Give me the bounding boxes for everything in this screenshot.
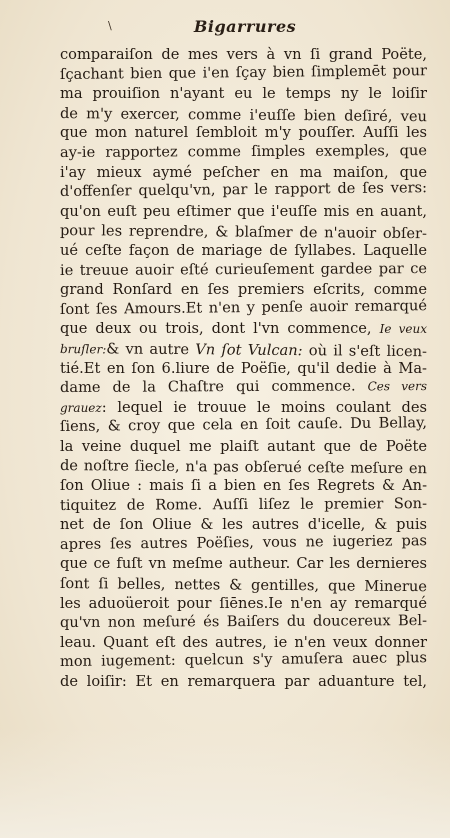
text-line [60, 221, 427, 244]
page-mark: \ [108, 19, 112, 32]
text-fragment: bruſler: [59, 341, 107, 357]
text-line [60, 241, 427, 261]
text-fragment: où il s'eſt licen- [302, 342, 428, 361]
text-fragment: de loiſir: Et en remarquera par aduanture tel, [60, 673, 427, 690]
text-fragment: de noſtre ſiecle, n'a pas obſerué ceſte meſure en [59, 457, 428, 478]
text-fragment: i'ay mieux aymé peſcher en ma maiſon, que [60, 163, 427, 181]
text-line [60, 178, 427, 201]
text-fragment: qu'on euſt peu eſtimer que i'euſſe mis en auant, [60, 202, 427, 220]
text-fragment: ué ceſte façon de mariage de ſyllabes. Laquelle [60, 241, 427, 259]
text-fragment: d'offenſer quelqu'vn, par le rapport de ſes vers: [59, 179, 428, 201]
running-title: Bigarrures [193, 17, 297, 36]
text-line [60, 554, 427, 574]
body-text [60, 45, 427, 692]
text-fragment: ay-ie rapportez comme ſimples exemples, que [59, 142, 428, 161]
text-fragment: que mon naturel ſembloit m'y pouſſer. Auſſi les [60, 124, 427, 142]
text-fragment: Vn ſot Vulcan: [195, 341, 303, 360]
text-fragment: la veine duquel me plaiſt autant que de Poëte [60, 437, 427, 455]
text-fragment: net de ſon Oliue & les autres d'icelle, & puis [60, 516, 427, 534]
text-fragment: ſçachant bien que i'en ſçay bien ſimplemēt pour [59, 61, 428, 83]
text-line [60, 84, 427, 104]
text-fragment: que deux ou trois, dont l'vn commence, [60, 320, 380, 338]
text-line [60, 339, 427, 362]
text-line [60, 413, 427, 436]
text-fragment: dame de la Chaſtre qui commence. [59, 377, 368, 397]
text-line [60, 494, 427, 516]
text-fragment: Ie veux [379, 322, 427, 337]
text-line [60, 296, 427, 319]
running-head [0, 17, 450, 45]
text-fragment: tiquitez de Rome. Auſſi liſez le premier Son- [59, 494, 428, 514]
text-fragment: grauez [60, 400, 102, 415]
text-line [60, 141, 427, 163]
text-fragment: Ces vers [367, 379, 428, 394]
text-fragment: ma prouiſion n'ayant eu le temps ny le loiſir [60, 85, 427, 103]
text-line [60, 594, 427, 614]
text-line [60, 319, 427, 339]
text-line [60, 611, 427, 633]
text-line [60, 376, 427, 398]
text-fragment: ſon Oliue : mais ſi a bien en ſes Regrets & An- [60, 477, 427, 495]
text-line [60, 456, 427, 479]
text-fragment: de m'y exercer, comme i'euſſe bien deſiré, veu [59, 104, 428, 125]
text-fragment: ſont ſes Amours.Et n'en y penſe auoir remarqué [59, 296, 428, 318]
text-line [60, 202, 427, 222]
text-fragment: qu'vn non meſuré és Baiſers du doucereux Bel- [59, 612, 428, 632]
text-fragment: mon iugement: quelcun s'y amuſera auec plus [59, 649, 428, 671]
text-line [60, 531, 427, 554]
text-line [60, 61, 427, 84]
text-line [60, 104, 427, 127]
text-line [60, 649, 427, 672]
text-fragment: grand Ronſard en ſes premiers eſcrits, comme [60, 281, 427, 299]
text-line [60, 437, 427, 457]
text-line [60, 672, 427, 692]
text-fragment: tié.Et en ſon 6.liure de Poëſie, qu'il dedie à Ma- [60, 359, 427, 377]
text-fragment: apres ſes autres Poëſies, vous ne iugeriez pas [59, 532, 428, 553]
text-fragment: comparaiſon de mes vers à vn ſi grand Poëte, [60, 46, 427, 63]
text-fragment: que ce fuſt vn meſme autheur. Car les dernieres [60, 555, 427, 573]
text-fragment: leau. Quant eſt des autres, ie n'en veux donner [60, 633, 427, 651]
text-fragment: ſont ſi belles, nettes & gentilles, que Minerue [59, 575, 428, 596]
text-fragment: ie treuue auoir eſté curieuſement gardee par ce [59, 259, 428, 279]
text-fragment: les aduoüeroit pour ſiēnes.Ie n'en ay remarqué [60, 594, 427, 612]
text-line [60, 476, 427, 496]
text-fragment: ſiens, & croy que cela en ſoit cauſe. Du Bellay, [59, 414, 428, 436]
text-fragment: pour les reprendre, & blaſmer de n'auoir obſer- [59, 222, 428, 243]
text-fragment: : lequel ie trouue le moins coulant des [101, 398, 427, 416]
text-line [60, 574, 427, 597]
text-line [60, 259, 427, 281]
text-fragment: & vn autre [106, 340, 196, 359]
